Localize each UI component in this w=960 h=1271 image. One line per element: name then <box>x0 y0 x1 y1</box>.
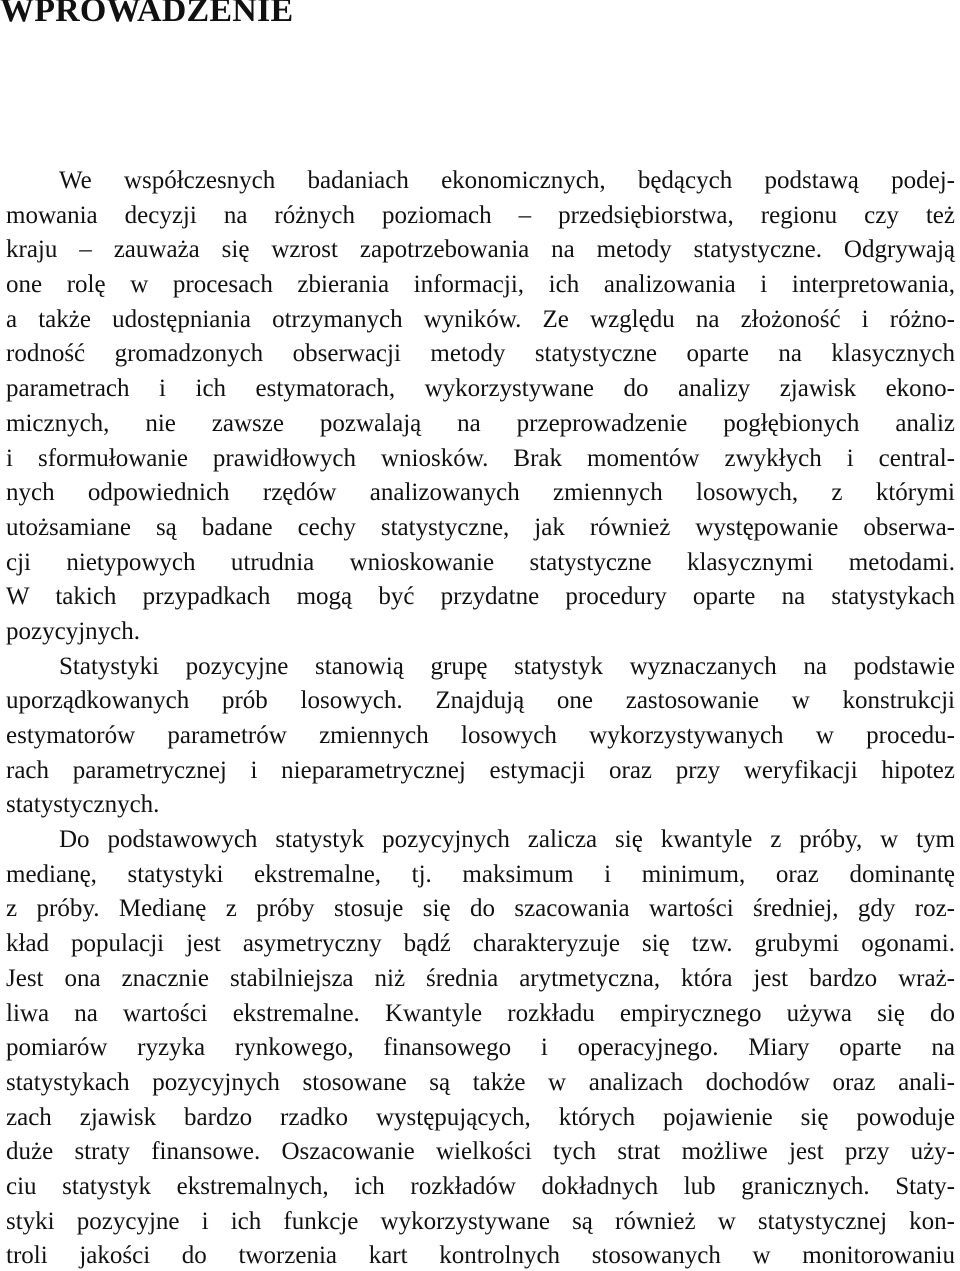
text-line: nych odpowiednich rzędów analizowanych zmiennych losowych, z którymi <box>6 479 955 507</box>
text-line: kraju – zauważa się wzrost zapotrzebowania na metody statystyczne. Odgrywają <box>6 236 955 264</box>
text-line: kład populacji jest asymetryczny bądź charakteryzuje się tzw. grubymi ogonami. <box>6 930 955 958</box>
text-line: styki pozycyjne i ich funkcje wykorzystywane są również w statystycznej kon- <box>6 1207 955 1235</box>
body-text <box>6 164 955 1271</box>
text-line: pomiarów ryzyka rynkowego, finansowego i operacyjnego. Miary oparte na <box>6 1034 955 1062</box>
text-line: i sformułowanie prawidłowych wniosków. Brak momentów zwykłych i central- <box>6 444 955 472</box>
text-line: micznych, nie zawsze pozwalają na przeprowadzenie pogłębionych analiz <box>6 409 955 437</box>
text-line: troli jakości do tworzenia kart kontrolnych stosowanych w monitorowaniu <box>6 1242 955 1270</box>
text-line: z próby. Medianę z próby stosuje się do szacowania wartości średniej, gdy roz- <box>6 895 955 923</box>
text-line: one rolę w procesach zbierania informacji, ich analizowania i interpretowania, <box>6 271 955 299</box>
text-line: uporządkowanych prób losowych. Znajdują one zastosowanie w konstrukcji <box>6 687 955 715</box>
text-line: rach parametrycznej i nieparametrycznej estymacji oraz przy weryfikacji hipotez <box>6 756 955 784</box>
text-line: parametrach i ich estymatorach, wykorzystywane do analizy zjawisk ekono- <box>6 375 955 403</box>
text-line: liwa na wartości ekstremalne. Kwantyle rozkładu empirycznego używa się do <box>6 999 955 1027</box>
text-line: statystykach pozycyjnych stosowane są także w analizach dochodów oraz anali- <box>6 1068 955 1096</box>
text-line: a także udostępniania otrzymanych wyników. Ze względu na złożoność i różno- <box>6 305 955 333</box>
text-line: statystycznych. <box>6 791 160 819</box>
text-line: utożsamiane są badane cechy statystyczne, jak również występowanie obserwa- <box>6 513 955 541</box>
paragraph-1 <box>6 164 955 650</box>
text-line: ciu statystyk ekstremalnych, ich rozkładów dokładnych lub granicznych. Staty- <box>6 1172 955 1200</box>
text-line: duże straty finansowe. Oszacowanie wielkości tych strat możliwe jest przy uży- <box>6 1138 955 1166</box>
text-line: medianę, statystyki ekstremalne, tj. maksimum i minimum, oraz dominantę <box>6 860 955 888</box>
paragraph-3 <box>6 823 955 1271</box>
text-line: mowania decyzji na różnych poziomach – przedsiębiorstwa, regionu czy też <box>6 201 955 229</box>
text-line: Statystyki pozycyjne stanowią grupę statystyk wyznaczanych na podstawie <box>59 652 955 680</box>
paragraph-2 <box>6 650 955 823</box>
text-line: rodność gromadzonych obserwacji metody statystyczne oparte na klasycznych <box>6 340 955 368</box>
text-line: Jest ona znacznie stabilniejsza niż średnia arytmetyczna, która jest bardzo wraż- <box>6 964 955 992</box>
text-line: pozycyjnych. <box>6 617 140 645</box>
text-line: zach zjawisk bardzo rzadko występujących, których pojawienie się powoduje <box>6 1103 955 1131</box>
text-line: Do podstawowych statystyk pozycyjnych zalicza się kwantyle z próby, w tym <box>59 826 955 854</box>
page-title: WPROWADZENIE <box>0 0 294 29</box>
text-line: We współczesnych badaniach ekonomicznych, będących podstawą podej- <box>59 167 955 194</box>
text-line: estymatorów parametrów zmiennych losowych wykorzystywanych w procedu- <box>6 722 955 749</box>
text-line: W takich przypadkach mogą być przydatne procedury oparte na statystykach <box>6 583 955 611</box>
text-line: cji nietypowych utrudnia wnioskowanie statystyczne klasycznymi metodami. <box>6 548 955 576</box>
